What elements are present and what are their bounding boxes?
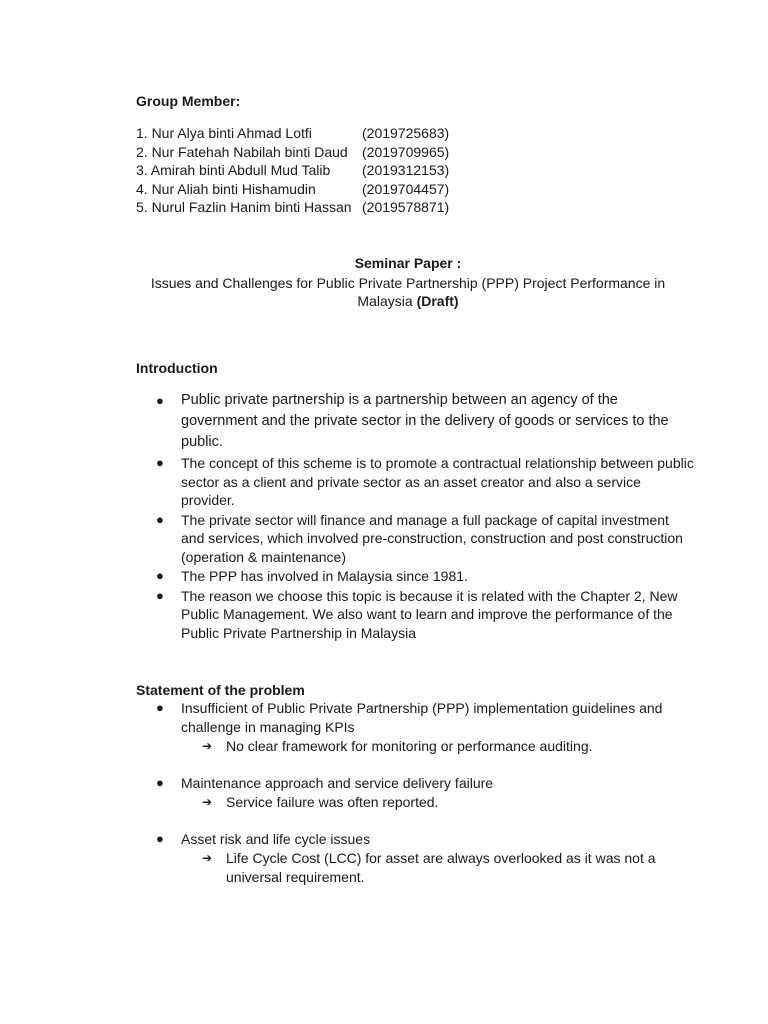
arrow-right-icon: ➔	[202, 795, 213, 809]
member-name: 2. Nur Fatehah Nabilah binti Daud	[136, 143, 348, 160]
seminar-title-line2	[136, 292, 680, 311]
group-member-heading: Group Member:	[136, 93, 241, 109]
member-id: (2019725683)	[362, 125, 450, 141]
list-item	[136, 390, 696, 453]
seminar-title-block	[136, 254, 680, 311]
member-name: 3. Amirah binti Abdull Mud Talib	[136, 162, 331, 179]
spacer	[136, 756, 696, 774]
member-id: (2019312153)	[362, 162, 450, 179]
list-item-text: The reason we choose this topic is because it is related with the Chapter 2, New Public Management. We also want to learn and improve the performance of the Public Private Partnership in Malaysia	[181, 587, 678, 641]
sub-list-item	[136, 793, 696, 812]
list-item	[136, 511, 696, 567]
member-id: (2019709965)	[362, 143, 450, 160]
introduction-list	[136, 390, 696, 643]
bullet-icon: ●	[156, 774, 164, 790]
introduction-heading: Introduction	[136, 360, 218, 376]
member-row	[136, 124, 449, 143]
list-item	[136, 774, 696, 793]
member-name: 1. Nur Alya binti Ahmad Lotfi	[136, 125, 312, 141]
bullet-icon: ●	[156, 393, 164, 408]
seminar-title-country: Malaysia	[357, 293, 413, 309]
list-item-text: Maintenance approach and service delivery failure	[181, 774, 494, 791]
member-row	[136, 143, 449, 162]
draft-label: (Draft)	[416, 293, 459, 309]
member-name: 5. Nurul Fazlin Hanim binti Hassan	[136, 199, 352, 216]
spacer	[136, 812, 696, 830]
sub-list-item-text: Service failure was often reported.	[226, 794, 439, 810]
member-row	[136, 161, 449, 180]
list-item-text: Asset risk and life cycle issues	[181, 830, 371, 847]
list-item	[136, 587, 696, 643]
member-row	[136, 198, 449, 217]
list-item-text: The concept of this scheme is to promote a contractual relationship between public sector as a client and private sector as an asset creator and also a service provider.	[181, 455, 694, 508]
sub-list-item	[136, 849, 696, 886]
seminar-title-line1: Issues and Challenges for Public Private Partnership (PPP) Project Performance in	[150, 274, 666, 291]
bullet-icon: ●	[156, 830, 164, 846]
list-item	[136, 830, 696, 849]
list-item-text: Insufficient of Public Private Partnership (PPP) implementation guidelines and challenge in managing KPIs	[181, 700, 663, 735]
member-row	[136, 180, 449, 199]
bullet-icon: ●	[156, 700, 164, 715]
bullet-icon: ●	[156, 511, 164, 527]
list-item-text: Public private partnership is a partnership between an agency of the government and the private sector in the delivery of goods or services to the public.	[181, 392, 669, 450]
sub-list-item-text: Life Cycle Cost (LCC) for asset are always overlooked as it was not a universal requirement.	[226, 850, 656, 885]
list-item	[136, 567, 696, 586]
bullet-icon: ●	[156, 568, 164, 583]
arrow-right-icon: ➔	[202, 739, 213, 753]
list-item	[136, 699, 696, 736]
member-name: 4. Nur Aliah binti Hishamudin	[136, 180, 316, 197]
problem-list	[136, 699, 696, 886]
list-item-text: The PPP has involved in Malaysia since 1981.	[181, 568, 468, 584]
sub-list-item-text: No clear framework for monitoring or performance auditing.	[226, 738, 593, 754]
seminar-label: Seminar Paper :	[354, 255, 462, 271]
sub-list-item	[136, 737, 696, 756]
bullet-icon: ●	[156, 587, 164, 603]
member-list	[136, 124, 449, 217]
list-item-text: The private sector will finance and manage a full package of capital investment and services, which involved pre-construction, construction and post construction (operation & maintenance)	[181, 511, 683, 565]
list-item	[136, 454, 696, 510]
member-id: (2019704457)	[362, 180, 450, 197]
arrow-right-icon: ➔	[202, 851, 213, 865]
problem-heading: Statement of the problem	[136, 682, 305, 698]
member-id: (2019578871)	[362, 199, 450, 216]
bullet-icon: ●	[156, 455, 164, 470]
